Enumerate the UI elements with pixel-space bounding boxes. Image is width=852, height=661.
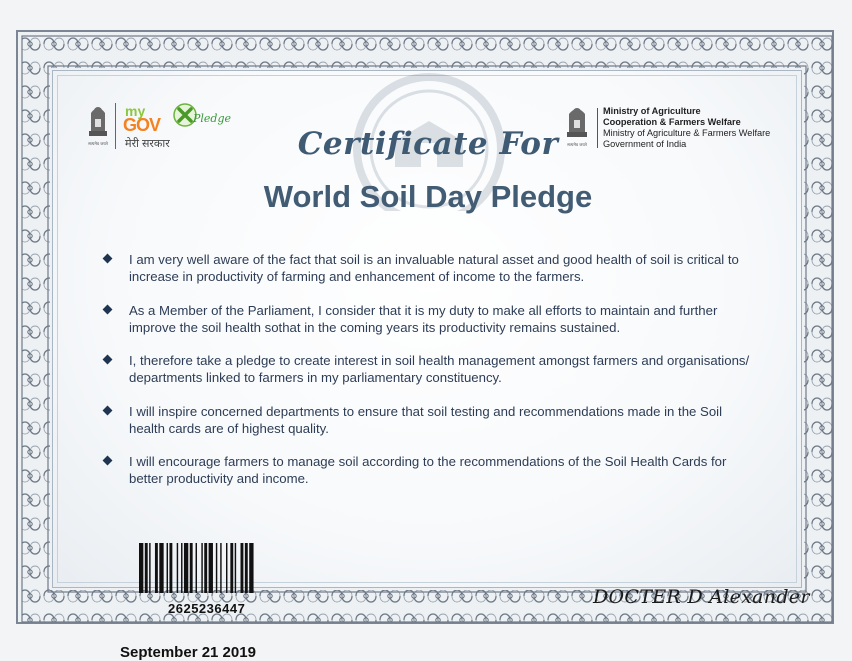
- pledge-item: [99, 352, 759, 386]
- mygov-my-text: my: [125, 103, 146, 119]
- barcode-bar: [177, 543, 178, 593]
- ministry-line-2: Cooperation & Farmers Welfare: [603, 117, 741, 127]
- pledge-item: [99, 302, 759, 336]
- barcode-bar: [230, 543, 233, 593]
- pledge-item: [99, 403, 759, 437]
- pledge-text: I am very well aware of the fact that soil is an invaluable natural asset and good health of soil is critical to increase in productivity of farming and enhancement of income to the farmers.: [129, 252, 739, 284]
- certificate-title: World Soil Day Pledge: [263, 179, 593, 214]
- barcode-bar: [149, 543, 150, 593]
- barcode-bar: [220, 543, 221, 593]
- mygov-hindi-text: मेरी सरकार: [125, 138, 170, 150]
- barcode-bar: [181, 543, 182, 593]
- barcode-bar: [155, 543, 158, 593]
- barcode-bar: [216, 543, 217, 593]
- pledge-tag: Pledge: [193, 112, 232, 125]
- pledge-text: As a Member of the Parliament, I consider that it is my duty to make all efforts to maintain and further improve the soil health sothat in the coming years its productivity remains sustained.: [129, 302, 718, 335]
- ministry-line-1: Ministry of Agriculture: [603, 106, 701, 116]
- barcode-bar: [201, 543, 202, 593]
- barcode-bar: [190, 543, 193, 593]
- diamond-bullet-icon: [103, 304, 113, 314]
- barcode-bar: [196, 543, 197, 593]
- diamond-bullet-icon: [103, 405, 113, 415]
- certificate: [16, 30, 834, 624]
- certificate-body: [52, 70, 810, 616]
- svg-text:सत्यमेव जयते: सत्यमेव जयते: [88, 141, 108, 146]
- pledge-text: I will inspire concerned departments to ensure that soil testing and recommendations made in the Soil health cards are of highest quality.: [129, 403, 723, 436]
- barcode: [139, 543, 319, 593]
- ministry-line-3: Ministry of Agriculture & Farmers Welfare: [603, 128, 771, 138]
- certificate-for-heading: Certificate For: [297, 126, 559, 162]
- barcode-number: 2625236447: [168, 601, 246, 616]
- issue-date: September 21 2019: [120, 644, 256, 661]
- diamond-bullet-icon: [103, 254, 113, 264]
- barcode-bar: [184, 543, 188, 593]
- barcode-bar: [145, 543, 148, 593]
- signature: DOCTER D Alexander: [593, 586, 810, 608]
- barcode-bar: [209, 543, 213, 593]
- barcode-bar: [245, 543, 248, 593]
- diamond-bullet-icon: [103, 355, 113, 365]
- barcode-bar: [169, 543, 172, 593]
- barcode-bar: [249, 543, 253, 593]
- barcode-bar: [226, 543, 227, 593]
- pledge-item: [99, 251, 759, 285]
- svg-text:सत्यमेव जयते: सत्यमेव जयते: [567, 142, 587, 147]
- barcode-bar: [159, 543, 163, 593]
- pledge-list: [99, 251, 759, 504]
- mygov-gov-text: GOV: [123, 115, 161, 135]
- barcode-bar: [241, 543, 244, 593]
- barcode-bar: [167, 543, 168, 593]
- ministry-line-4: Government of India: [603, 139, 687, 149]
- diamond-bullet-icon: [103, 456, 113, 466]
- barcode-bar: [235, 543, 236, 593]
- barcode-bar: [139, 543, 143, 593]
- pledge-text: I will encourage farmers to manage soil according to the recommendations of the Soil Health Cards for better productivity and income.: [129, 454, 727, 486]
- pledge-text: I, therefore take a pledge to create interest in soil health management amongst farmers and organisations/ departments linked to farmers in my parliamentary constituency.: [129, 353, 750, 385]
- pledge-item: [99, 453, 759, 487]
- barcode-bar: [204, 543, 207, 593]
